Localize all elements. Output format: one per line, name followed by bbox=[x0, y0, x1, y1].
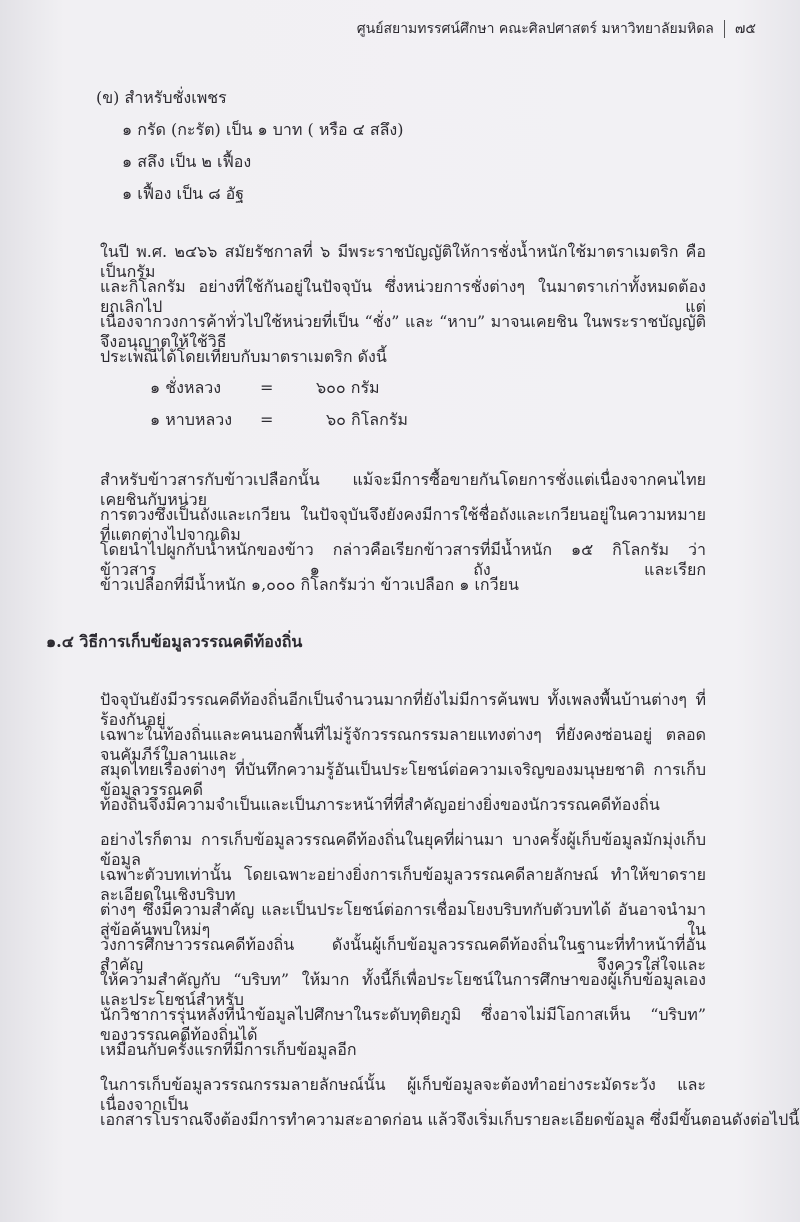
paragraph-line: วงการศึกษาวรรณคดีท้องถิ่น ดังนั้นผู้เก็บข้อมูลวรรณคดีท้องถิ่นในฐานะที่ทำหน้าที่อันสำคัญ จึงควรใส่ใจและ bbox=[100, 935, 706, 974]
conversion-unit: ๑ ชั่งหลวง bbox=[150, 378, 222, 397]
section-title: ๑.๔ วิธีการเก็บข้อมูลวรรณคดีท้องถิ่น bbox=[46, 632, 303, 651]
paragraph-line: โดยนำไปผูกกับน้ำหนักของข้าว กล่าวคือเรียกข้าวสารที่มีน้ำหนัก ๑๕ กิโลกรัม ว่า ข้าวสาร ๑ ถัง และเรียก bbox=[100, 540, 706, 579]
paragraph-line: และกิโลกรัม อย่างที่ใช้กันอยู่ในปัจจุบัน ซึ่งหน่วยการชั่งต่างๆ ในมาตราเก่าทั้งหมดต้องยกเลิกไป แต่ bbox=[100, 277, 706, 316]
paragraph-line: สมุดไทยเรื่องต่างๆ ที่บันทึกความรู้อันเป็นประโยชน์ต่อความเจริญของมนุษยชาติ การเก็บข้อมูลวรรณคดี bbox=[100, 760, 706, 799]
paragraph-line: นักวิชาการรุ่นหลังที่นำข้อมูลไปศึกษาในระดับทุติยภูมิ ซึ่งอาจไม่มีโอกาสเห็น “บริบท” ของวรรณคดีท้องถิ่นได้ bbox=[100, 1005, 706, 1044]
header-title: ศูนย์สยามทรรศน์ศึกษา คณะศิลปศาสตร์ มหาวิทยาลัยมหิดล bbox=[356, 21, 714, 37]
conversion-unit: ๑ หาบหลวง bbox=[150, 410, 233, 429]
paragraph-line: เอกสารโบราณจึงต้องมีการทำความสะอาดก่อน แล้วจึงเริ่มเก็บรายละเอียดข้อมูล ซึ่งมีขั้นตอนดังต่อไปนี้ bbox=[100, 1110, 800, 1129]
paragraph-line: ข้าวเปลือกที่มีน้ำหนัก ๑,๐๐๐ กิโลกรัมว่า ข้าวเปลือก ๑ เกวียน bbox=[100, 575, 519, 594]
paragraph-line: เฉพาะในท้องถิ่นและคนนอกพื้นที่ไม่รู้จักวรรณกรรมลายแทงต่างๆ ที่ยังคงซ่อนอยู่ ตลอดจนคัมภีร์ใบลานและ bbox=[100, 725, 706, 764]
page-number: ๗๕ bbox=[734, 21, 756, 37]
gem-line: ๑ สลึง เป็น ๒ เฟื้อง bbox=[122, 152, 252, 171]
paragraph-line: ในปี พ.ศ. ๒๔๖๖ สมัยรัชกาลที่ ๖ มีพระราชบัญญัติให้การชั่งน้ำหนักใช้มาตราเมตริก คือ เป็นกรัม bbox=[100, 242, 706, 281]
paragraph-line: ปัจจุบันยังมีวรรณคดีท้องถิ่นอีกเป็นจำนวนมากที่ยังไม่มีการค้นพบ ทั้งเพลงพื้นบ้านต่างๆ ที่ร้องกันอยู่ bbox=[100, 690, 706, 729]
paragraph-line: อย่างไรก็ตาม การเก็บข้อมูลวรรณคดีท้องถิ่นในยุคที่ผ่านมา บางครั้งผู้เก็บข้อมูลมักมุ่งเก็บข้อมูล bbox=[100, 830, 706, 869]
paragraph-line: สำหรับข้าวสารกับข้าวเปลือกนั้น แม้จะมีการซื้อขายกันโดยการชั่งแต่เนื่องจากคนไทยเคยชินกับหน่วย bbox=[100, 470, 706, 509]
gem-heading: (ข) สำหรับชั่งเพชร bbox=[96, 88, 227, 107]
paragraph-line: ประเพณีได้โดยเทียบกับมาตราเมตริก ดังนี้ bbox=[100, 347, 387, 366]
paragraph-line: เหมือนกับครั้งแรกที่มีการเก็บข้อมูลอีก bbox=[100, 1040, 357, 1059]
gem-line: ๑ เฟื้อง เป็น ๘ อัฐ bbox=[122, 184, 245, 203]
paragraph-line: ให้ความสำคัญกับ “บริบท” ให้มาก ทั้งนี้ก็เพื่อประโยชน์ในการศึกษาของผู้เก็บข้อมูลเอง และประโยชน์สำหรับ bbox=[100, 970, 706, 1009]
paragraph-line: การตวงซึ่งเป็นถังและเกวียน ในปัจจุบันจึงยังคงมีการใช้ชื่อถังและเกวียนอยู่ในความหมายที่แตกต่างไปจากเดิม bbox=[100, 505, 706, 544]
conversion-value: ๖๐ กิโลกรัม bbox=[326, 410, 408, 429]
conversion-equals: = bbox=[260, 410, 274, 429]
paragraph-line: ต่างๆ ซึ่งมีความสำคัญ และเป็นประโยชน์ต่อการเชื่อมโยงบริบทกับตัวบทได้ อันอาจนำมาสู่ข้อค้นพบใหม่ๆ ใน bbox=[100, 900, 706, 939]
paragraph-line: เนื่องจากวงการค้าทั่วไปใช้หน่วยที่เป็น “ชั่ง” และ “หาบ” มาจนเคยชิน ในพระราชบัญญัติจึงอนุญาตให้ใช้วิธี bbox=[100, 312, 706, 351]
running-header bbox=[357, 18, 756, 40]
paragraph-line: ท้องถิ่นจึงมีความจำเป็นและเป็นภาระหน้าที่ที่สำคัญอย่างยิ่งของนักวรรณคดีท้องถิ่น bbox=[100, 795, 660, 814]
paragraph-line: ในการเก็บข้อมูลวรรณกรรมลายลักษณ์นั้น ผู้เก็บข้อมูลจะต้องทำอย่างระมัดระวัง และเนื่องจากเป็น bbox=[100, 1075, 706, 1114]
conversion-value: ๖๐๐ กรัม bbox=[316, 378, 380, 397]
gem-line: ๑ กรัด (กะรัต) เป็น ๑ บาท ( หรือ ๔ สลึง) bbox=[122, 120, 404, 139]
paragraph-line: เฉพาะตัวบทเท่านั้น โดยเฉพาะอย่างยิ่งการเก็บข้อมูลวรรณคดีลายลักษณ์ ทำให้ขาดรายละเอียดในเชิงบริบท bbox=[100, 865, 706, 904]
header-divider bbox=[724, 20, 725, 38]
conversion-equals: = bbox=[260, 378, 274, 397]
